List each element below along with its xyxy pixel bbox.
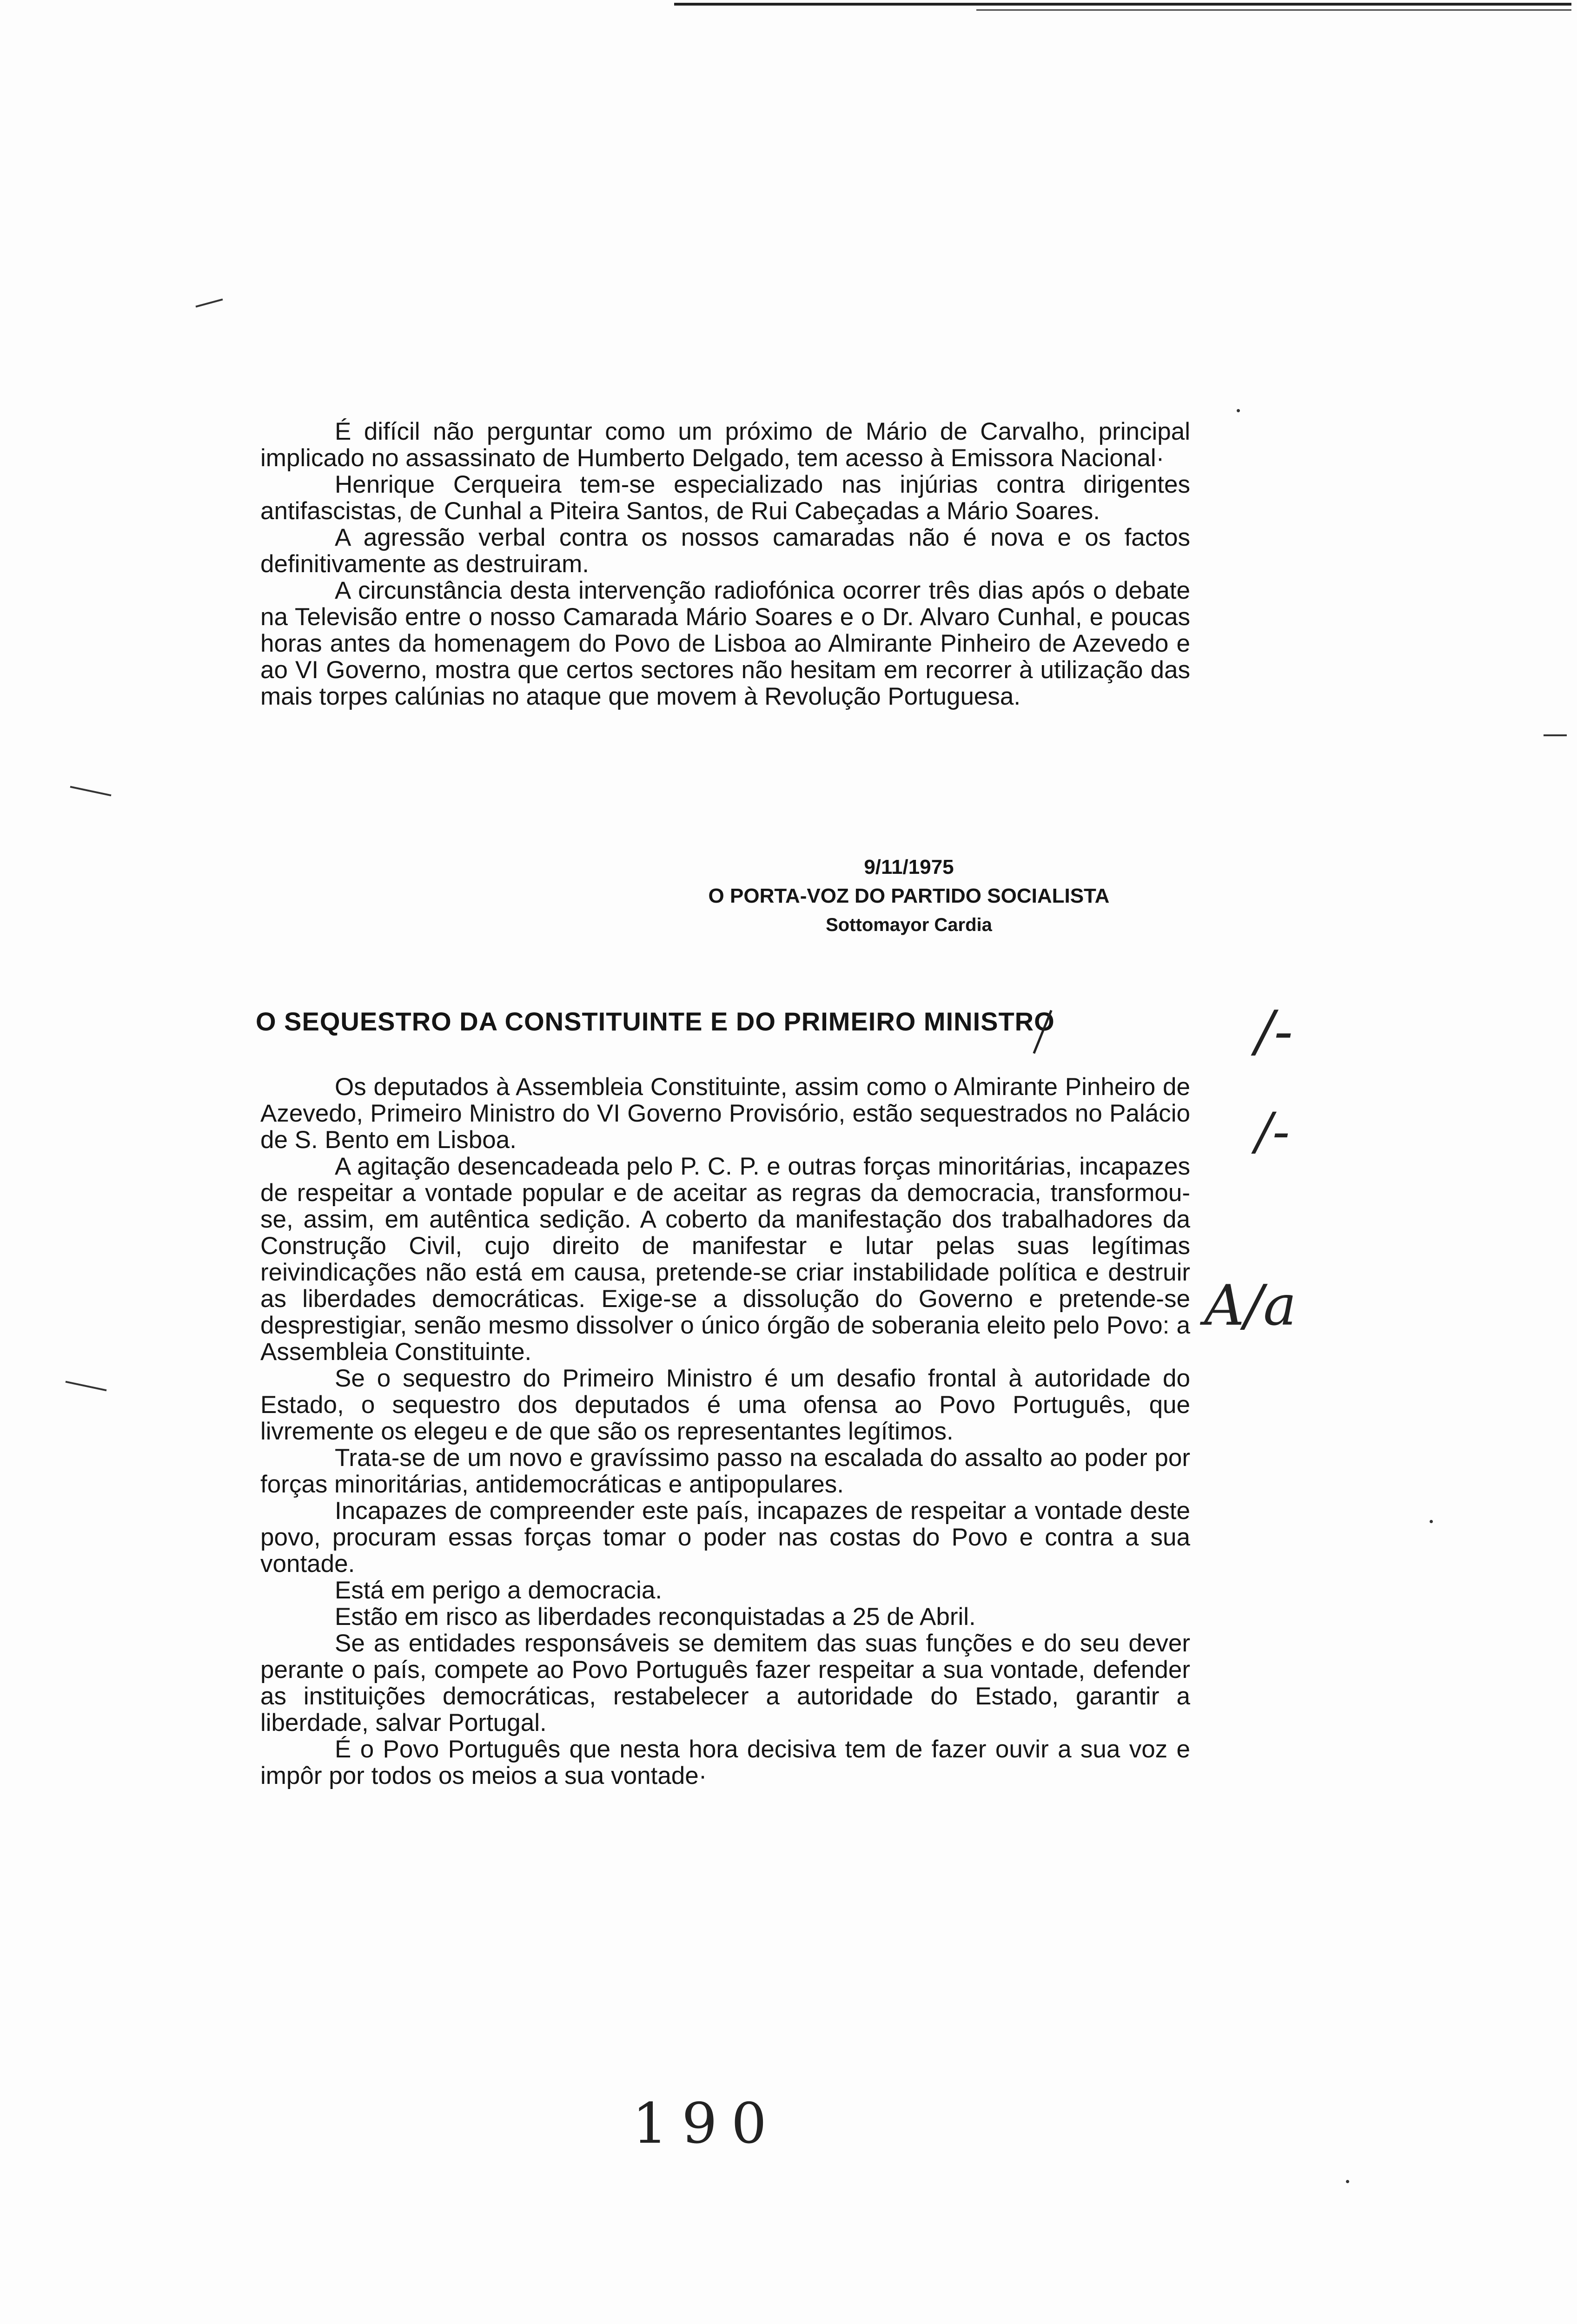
paragraph: A agressão verbal contra os nossos camaradas não é nova e os factos definitivamente as destruiram.: [260, 524, 1190, 578]
handwritten-mark: /-: [1255, 1102, 1290, 1161]
section-title: O SEQUESTRO DA CONSTITUINTE E DO PRIMEIRO MINISTRO: [256, 1007, 1055, 1036]
handwritten-mark: /-: [1255, 999, 1293, 1064]
signature-role: O PORTA-VOZ DO PARTIDO SOCIALISTA: [708, 885, 1110, 907]
paragraph: A circunstância desta intervenção radiofónica ocorrer três dias após o debate na Televisão entre o nosso Camarada Mário Soares e o Dr. Alvaro Cunhal, e poucas horas antes da homenagem do Povo de Lisboa ao Almirante Pinheiro de Azevedo e ao VI Governo, mostra que certos sectores não hesitam em recorrer à utilização das mais torpes calúnias no ataque que movem à Revolução Portuguesa.: [260, 577, 1190, 710]
scan-speck: [1237, 409, 1240, 412]
scan-mark: [1544, 734, 1567, 736]
paragraph: É o Povo Português que nesta hora decisiva tem de fazer ouvir a sua voz e impôr por todos os meios a sua vontade·: [260, 1736, 1190, 1789]
paragraph: Está em perigo a democracia.: [335, 1577, 663, 1604]
handwritten-page-number: 190: [632, 2092, 781, 2156]
scan-mark: [196, 298, 223, 307]
paragraph: É difícil não perguntar como um próximo de Mário de Carvalho, principal implicado no assassinato de Humberto Delgado, tem acesso à Emissora Nacional·: [260, 418, 1190, 472]
article-text: [260, 1074, 1190, 1789]
paragraph: Se as entidades responsáveis se demitem das suas funções e do seu dever perante o país, compete ao Povo Português fazer respeitar a sua vontade, defender as instituições democráticas, restabelecer a autoridade do Estado, garantir a liberdade, salvar Portugal.: [260, 1630, 1190, 1736]
signature-name: Sottomayor Cardia: [826, 915, 992, 935]
signature-block: [642, 853, 1176, 939]
top-border-line: [674, 3, 1571, 6]
paragraph: Trata-se de um novo e gravíssimo passo na escalada do assalto ao poder por forças minoritárias, antidemocráticas e antipopulares.: [260, 1444, 1190, 1498]
handwritten-mark: A/a: [1204, 1274, 1297, 1338]
paragraph: Se o sequestro do Primeiro Ministro é um desafio frontal à autoridade do Estado, o sequestro dos deputados é uma ofensa ao Povo Português, que livremente os elegeu e de que são os representantes legítimos.: [260, 1365, 1190, 1445]
scan-speck: [1346, 2180, 1349, 2183]
statement-text: [260, 418, 1190, 710]
scan-speck: [1430, 1520, 1433, 1523]
paragraph: Os deputados à Assembleia Constituinte, assim como o Almirante Pinheiro de Azevedo, Primeiro Ministro do VI Governo Provisório, estão sequestrados no Palácio de S. Bento em Lisboa.: [260, 1073, 1190, 1154]
paragraph: Henrique Cerqueira tem-se especializado nas injúrias contra dirigentes antifascistas, de Cunhal a Piteira Santos, de Rui Cabeçadas a Mário Soares.: [260, 471, 1190, 525]
paragraph: A agitação desencadeada pelo P. C. P. e outras forças minoritárias, incapazes de respeitar a vontade popular e de aceitar as regras da democracia, transformou-se, assim, em autêntica sedição. A coberto da manifestação dos trabalhadores da Construção Civil, cujo direito de manifestar e lutar pelas suas legítimas reivindicações não está em causa, pretende-se criar instabilidade política e destruir as liberdades democráticas. Exige-se a dissolução do Governo e pretende-se desprestigiar, senão mesmo dissolver o único órgão de soberania eleito pelo Povo: a Assembleia Constituinte.: [260, 1153, 1190, 1366]
signature-date: 9/11/1975: [864, 856, 954, 878]
paragraph: Estão em risco as liberdades reconquistadas a 25 de Abril.: [335, 1603, 976, 1631]
top-border-line-2: [976, 9, 1571, 11]
scan-mark: [70, 786, 112, 797]
paragraph: Incapazes de compreender este país, incapazes de respeitar a vontade deste povo, procuram essas forças tomar o poder nas costas do Povo e contra a sua vontade.: [260, 1497, 1190, 1578]
scan-mark: [66, 1381, 107, 1392]
